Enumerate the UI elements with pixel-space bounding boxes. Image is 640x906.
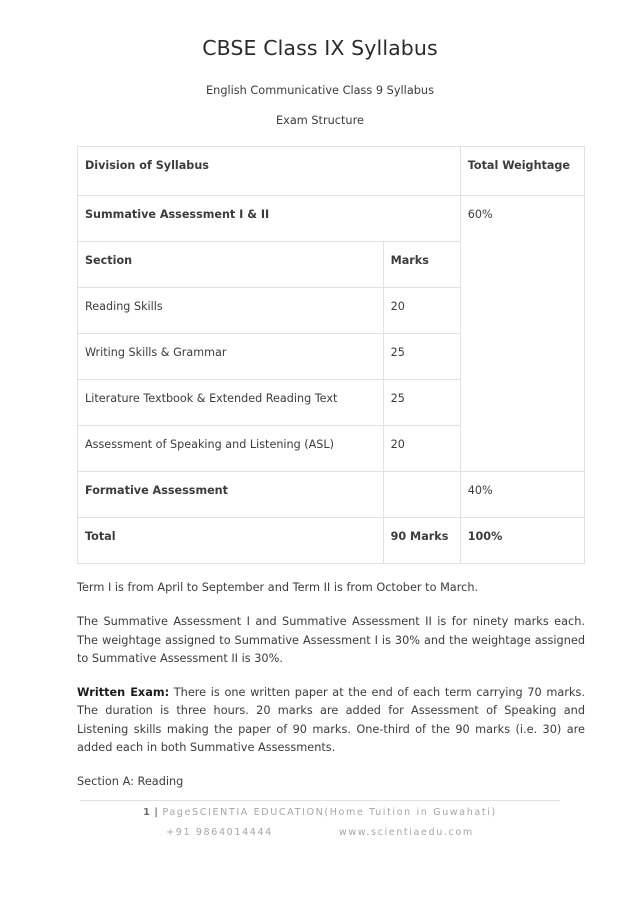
header-division-of-syllabus: Division of Syllabus (78, 147, 461, 196)
cell-formative-marks (383, 472, 460, 518)
written-exam-label: Written Exam: (77, 686, 170, 700)
cell-total-weightage: 100% (460, 518, 584, 564)
footer-page-word: Page (162, 807, 193, 818)
subheader-marks: Marks (383, 242, 460, 288)
table-row (78, 196, 585, 242)
footer-organization: SCIENTIA EDUCATION(Home Tuition in Guwahati) (192, 807, 497, 818)
cell-section-name: Assessment of Speaking and Listening (ASL) (78, 426, 384, 472)
cell-section-marks: 20 (383, 288, 460, 334)
page-title: CBSE Class IX Syllabus (202, 36, 438, 60)
footer-primary-line (0, 801, 640, 820)
written-exam-body: There is one written paper at the end of each term carrying 70 marks. The duration is three hours. 20 marks are added for Assessment of Speaking and Listening skills making the paper of 90 marks. One-third of the 90 marks (i.e. 30) are added each in both Summative Assessments. (77, 686, 585, 755)
cell-total-marks: 90 Marks (383, 518, 460, 564)
cell-formative-weightage: 40% (460, 472, 584, 518)
footer-page-number: 1 (143, 807, 151, 818)
header-total-weightage: Total Weightage (460, 147, 584, 196)
table-row (78, 518, 585, 564)
cell-total-label: Total (78, 518, 384, 564)
cell-section-name: Literature Textbook & Extended Reading Text (78, 380, 384, 426)
table-row (78, 472, 585, 518)
paragraph-terms: Term I is from April to September and Term II is from October to March. (77, 581, 479, 594)
cell-section-name: Reading Skills (78, 288, 384, 334)
table-row (78, 147, 585, 196)
footer-contact-line (0, 820, 640, 838)
paragraph-summative-detail: The Summative Assessment I and Summative Assessment II is for ninety marks each. The weightage assigned to Summative Assessment I is 30% and the weightage assigned to Summative Assessment II is 30%. (77, 615, 585, 665)
footer-phone: +91 9864014444 (166, 826, 273, 838)
document-subtitle: English Communicative Class 9 Syllabus (206, 84, 434, 97)
cell-section-marks: 20 (383, 426, 460, 472)
page-footer (0, 800, 640, 838)
footer-page-separator: | (150, 807, 163, 818)
exam-structure-heading: Exam Structure (276, 114, 364, 127)
cell-section-name: Writing Skills & Grammar (78, 334, 384, 380)
cell-summative-weightage: 60% (460, 196, 584, 472)
paragraph-written-exam (0, 668, 640, 757)
footer-website: www.scientiaedu.com (338, 826, 474, 838)
cell-formative-label: Formative Assessment (78, 472, 384, 518)
cell-section-marks: 25 (383, 380, 460, 426)
cell-summative-label: Summative Assessment I & II (78, 196, 461, 242)
exam-structure-table (77, 146, 585, 564)
subheader-section: Section (78, 242, 384, 288)
cell-section-marks: 25 (383, 334, 460, 380)
paragraph-section-a: Section A: Reading (77, 775, 184, 789)
